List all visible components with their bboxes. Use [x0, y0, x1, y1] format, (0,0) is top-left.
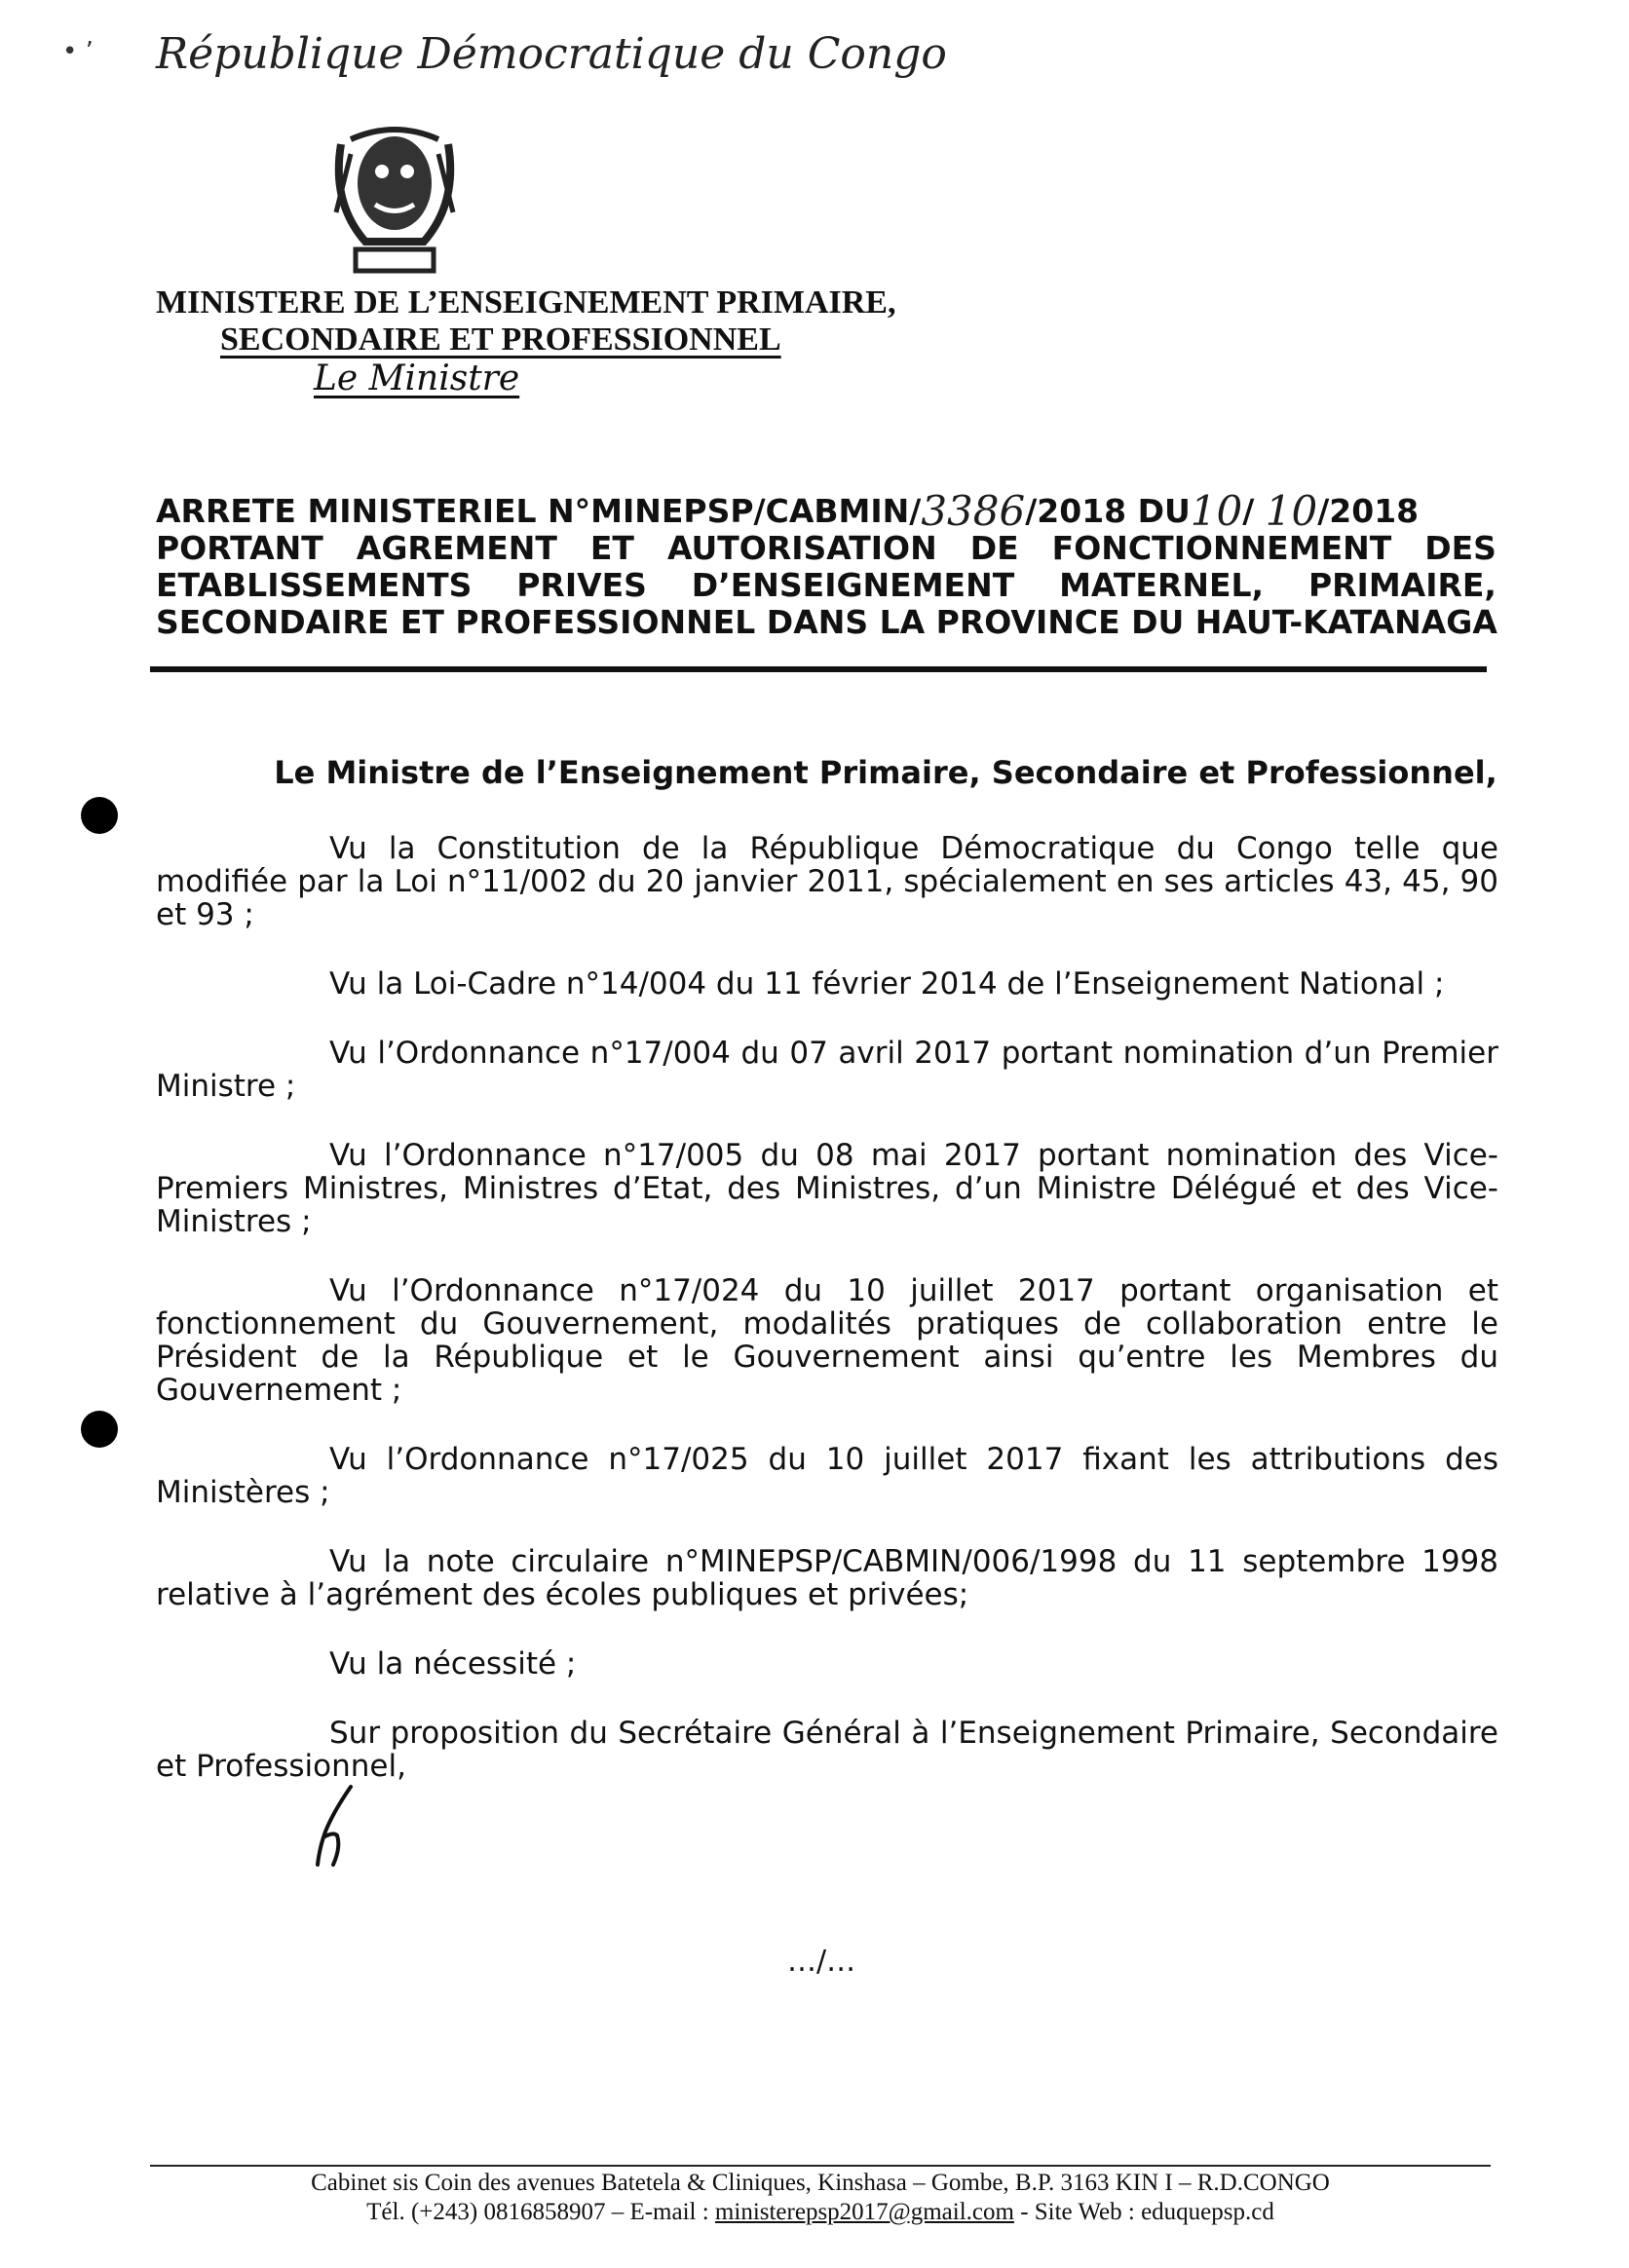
country-heading: République Démocratique du Congo: [156, 29, 947, 79]
recital-ordonnance-17-025: Vu l’Ordonnance n°17/025 du 10 juillet 2017 fixant les attributions des Ministères ;: [156, 1442, 1498, 1510]
coat-of-arms-emblem: [322, 115, 468, 281]
handwritten-day: 10: [1190, 487, 1243, 535]
footer-address-line: Cabinet sis Coin des avenues Batetela & Cliniques, Kinshasa – Gombe, B.P. 3163 KIN I – R.D.CONGO: [311, 2170, 1330, 2196]
footer-website: - Site Web : eduquepsp.cd: [1013, 2199, 1274, 2225]
footer-address: [150, 2169, 1491, 2227]
title-word: FONCTIONNEMENT: [1051, 529, 1392, 567]
decree-date-prefix: /2018 DU: [1025, 492, 1191, 530]
scan-marks: • ʼ: [62, 37, 94, 66]
title-line-1: ARRETE MINISTERIEL N°MINEPSP/CABMIN/ 3386 /2018 DU 10 / 10 /2018: [156, 487, 1420, 535]
decree-year: /2018: [1317, 492, 1420, 530]
recital-ordonnance-17-024: Vu l’Ordonnance n°17/024 du 10 juillet 2017 portant organisation et fonctionnement du Gouvernement, modalités pratiques de collaboration entre le Président de la République et le Gouvernement ainsi qu’entre les Membres du Gouvernement ;: [156, 1273, 1498, 1408]
ministry-name: MINISTERE DE L’ENSEIGNEMENT PRIMAIRE,: [156, 284, 896, 321]
decree-body: [156, 756, 1498, 1819]
footer-rule: [150, 2165, 1491, 2167]
recital-ordonnance-17-005: Vu l’Ordonnance n°17/005 du 08 mai 2017 portant nomination des Vice-Premiers Ministres, Ministres d’Etat, des Ministres, d’un Ministre Délégué et des Vice-Ministres ;: [156, 1138, 1498, 1239]
title-word: PORTANT: [156, 529, 323, 567]
title-line-4: [156, 604, 1496, 641]
title-line-2: [156, 530, 1496, 567]
title-word: DE: [969, 529, 1019, 567]
page-continuation-mark: …/…: [787, 1945, 856, 1979]
footer-email-link[interactable]: ministerepsp2017@gmail.com: [714, 2199, 1014, 2225]
handwritten-month: 10: [1265, 487, 1318, 535]
recital-proposition: Sur proposition du Secrétaire Général à l’Enseignement Primaire, Secondaire et Professionnel,: [156, 1716, 1498, 1784]
decree-title: [156, 487, 1497, 641]
title-word: AGREMENT: [356, 529, 557, 567]
title-underline-rule: [150, 666, 1487, 672]
footer-contact-line: [150, 2198, 1491, 2227]
recital-ordonnance-17-004: Vu l’Ordonnance n°17/004 du 07 avril 2017 portant nomination d’un Premier Ministre ;: [156, 1036, 1498, 1104]
title-word: AUTORISATION: [666, 529, 937, 567]
title-word: ETABLISSEMENTS: [156, 566, 473, 604]
punch-hole-mark: [81, 1411, 118, 1448]
recital-necessite: Vu la nécessité ;: [329, 1646, 577, 1682]
handwritten-initial-signature: [304, 1783, 362, 1871]
signatory-title: Le Ministre: [314, 359, 520, 398]
title-word: MATERNEL,: [1059, 566, 1265, 604]
decree-reference-prefix: ARRETE MINISTERIEL N°MINEPSP/CABMIN/: [156, 492, 922, 530]
title-word: D’ENSEIGNEMENT: [691, 566, 1015, 604]
title-word: ET: [589, 529, 634, 567]
title-word: PRIVES: [516, 566, 647, 604]
punch-hole-mark: [81, 797, 118, 834]
title-word: PRIMAIRE,: [1307, 566, 1496, 604]
recital-loi-cadre: Vu la Loi-Cadre n°14/004 du 11 février 2014 de l’Enseignement National ;: [329, 966, 1445, 1002]
title-line-3: [156, 567, 1496, 604]
ministry-name-continued: SECONDAIRE ET PROFESSIONNEL: [220, 321, 781, 358]
title-line-4-text: SECONDAIRE ET PROFESSIONNEL DANS LA PROVINCE DU HAUT-KATANAGA: [156, 603, 1497, 641]
handwritten-decree-number: 3386: [921, 487, 1026, 535]
title-word: DES: [1424, 529, 1496, 567]
recital-note-circulaire: Vu la note circulaire n°MINEPSP/CABMIN/006/1998 du 11 septembre 1998 relative à l’agrément des écoles publiques et privées;: [156, 1544, 1498, 1612]
recital-constitution: Vu la Constitution de la République Démocratique du Congo telle que modifiée par la Loi n°11/002 du 20 janvier 2011, spécialement en ses articles 43, 45, 90 et 93 ;: [156, 831, 1498, 932]
minister-heading: Le Ministre de l’Enseignement Primaire, Secondaire et Professionnel,: [274, 754, 1497, 791]
footer-phone: Tél. (+243) 0816858907 – E-mail :: [366, 2199, 715, 2225]
